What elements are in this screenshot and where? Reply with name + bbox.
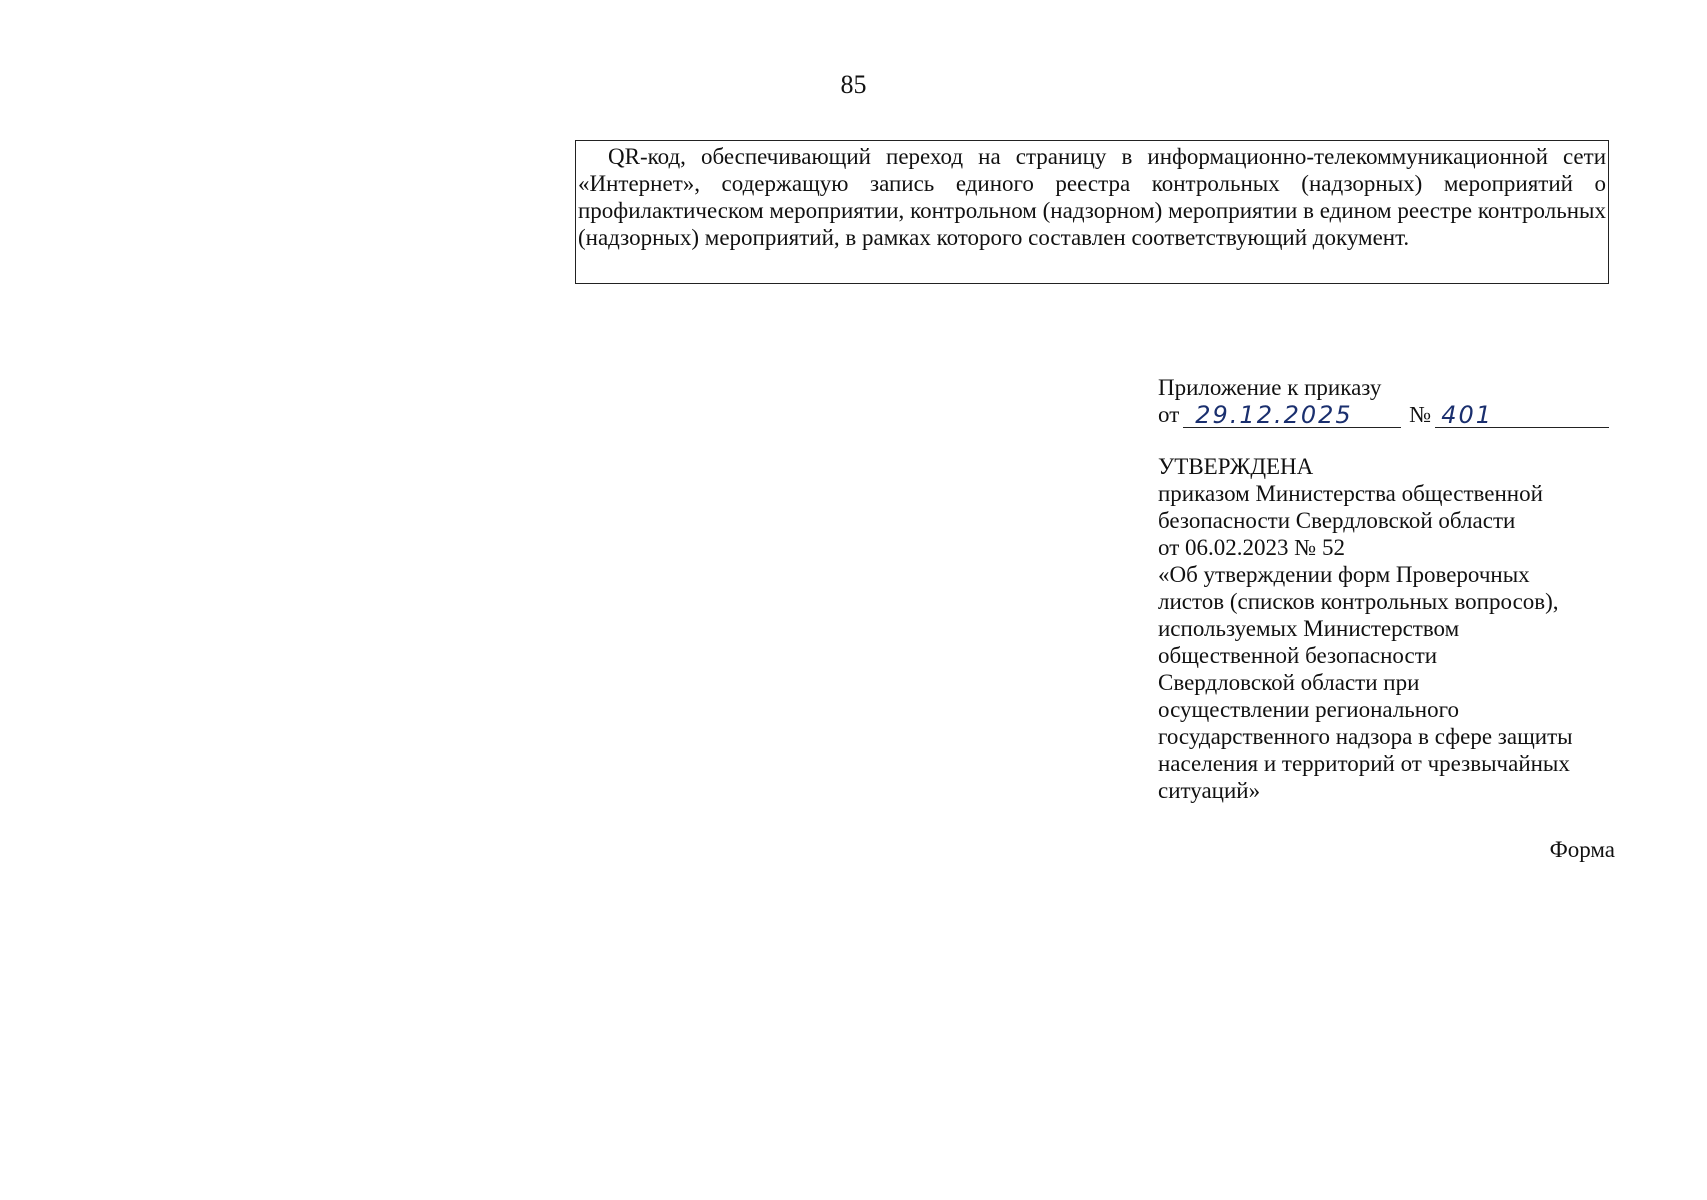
approved-block [1158, 453, 1628, 804]
approved-line: общественной безопасности [1158, 643, 1438, 668]
page-number: 85 [840, 70, 867, 99]
handwritten-date: 29.12.2025 [1183, 402, 1401, 428]
number-label: № [1409, 402, 1432, 427]
approved-line: государственного надзора в сфере защиты [1158, 724, 1573, 749]
appendix-title: Приложение к приказу [1158, 375, 1382, 400]
approved-line: ситуаций» [1158, 778, 1261, 803]
approved-line: листов (списков контрольных вопросов), [1158, 589, 1559, 614]
approved-line: осуществлении регионального [1158, 697, 1459, 722]
handwritten-number: 401 [1435, 402, 1609, 428]
qr-code-note-box: QR-код, обеспечивающий переход на страницу в информационно-телекоммуникационной сети «Интернет», содержащую запись единого реестра контрольных (надзорных) мероприятий о профилактическом мероприятии, контрольном (надзорном) мероприятии в едином реестре контрольных (надзорных) мероприятий, в рамках которого составлен соответствующий документ. [575, 140, 1609, 284]
approved-heading: УТВЕРЖДЕНА [1158, 454, 1314, 479]
approved-line: населения и территорий от чрезвычайных [1158, 751, 1570, 776]
approved-line: «Об утверждении форм Проверочных [1158, 562, 1530, 587]
approved-line: от 06.02.2023 № 52 [1158, 535, 1345, 560]
appendix-date-number-line [1158, 401, 1618, 428]
approved-line: безопасности Свердловской области [1158, 508, 1516, 533]
from-label: от [1158, 402, 1180, 427]
approved-line: используемых Министерством [1158, 616, 1460, 641]
form-label: Форма [1549, 837, 1615, 862]
approved-line: приказом Министерства общественной [1158, 481, 1543, 506]
appendix-block [1158, 374, 1618, 428]
approved-line: Свердловской области при [1158, 670, 1420, 695]
